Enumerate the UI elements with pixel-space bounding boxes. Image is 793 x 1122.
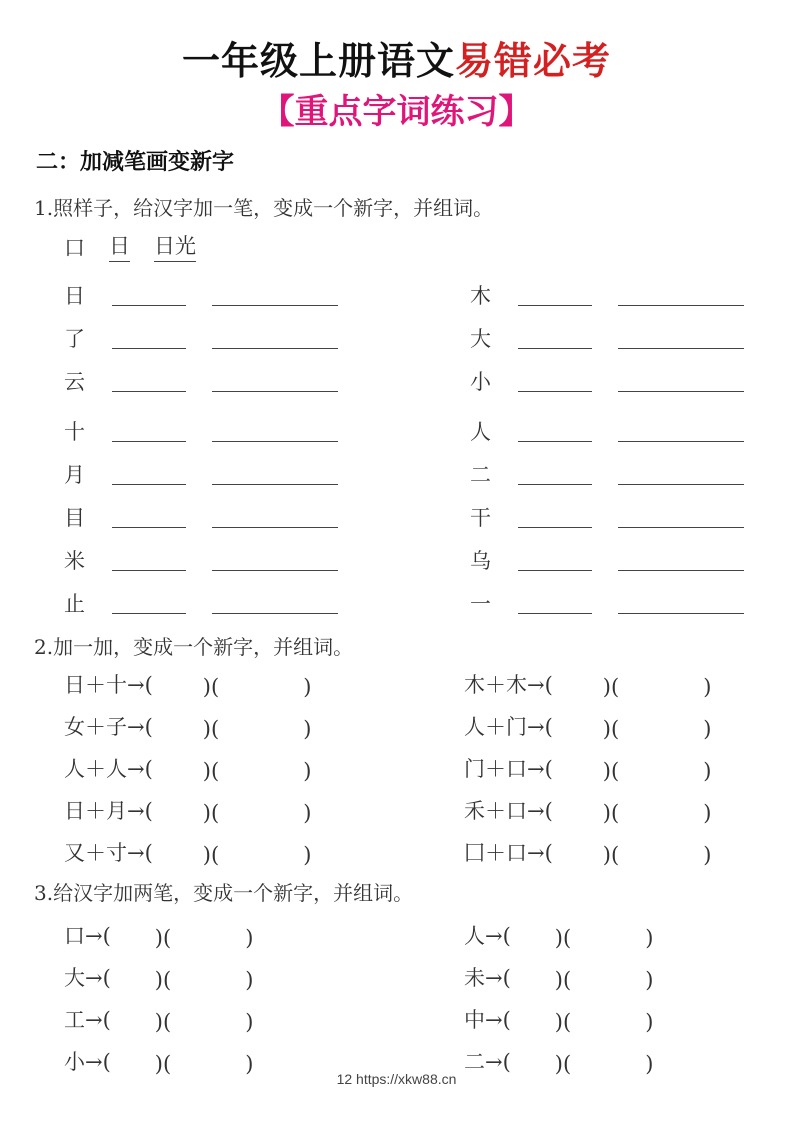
expression: 人＋门→(	[464, 715, 553, 739]
paren-end: )	[703, 843, 712, 867]
paren-mid: )(	[602, 717, 620, 741]
expression: 人→(	[464, 924, 511, 948]
paren-end: )	[645, 1052, 654, 1076]
q1-row	[470, 276, 744, 310]
word-blank[interactable]	[212, 483, 338, 485]
new-char-blank[interactable]	[112, 612, 186, 614]
page-subtitle: 【重点字词练习】	[260, 92, 533, 132]
base-char: 人	[470, 420, 491, 444]
expression: 大→(	[64, 966, 111, 990]
example-new-char: 日	[109, 230, 130, 262]
new-char-blank[interactable]	[518, 390, 592, 392]
word-blank[interactable]	[618, 612, 744, 614]
paren-end: )	[303, 801, 312, 825]
q2-row	[64, 833, 311, 867]
q2-row	[64, 707, 311, 741]
q2-row	[464, 833, 711, 867]
q1-row	[470, 412, 744, 446]
q1-row	[64, 541, 338, 575]
paren-end: )	[703, 801, 712, 825]
q3-row	[464, 916, 653, 950]
expression: 日＋月→(	[64, 799, 153, 823]
q2-instruction: 2.加一加，变成一个新字，并组词。	[34, 635, 354, 659]
paren-mid: )(	[202, 843, 220, 867]
word-blank[interactable]	[212, 612, 338, 614]
q2-row	[64, 791, 311, 825]
q3-row	[464, 958, 653, 992]
new-char-blank[interactable]	[518, 304, 592, 306]
paren-mid: )(	[154, 1010, 172, 1034]
paren-mid: )(	[202, 717, 220, 741]
base-char: 云	[64, 370, 85, 394]
example-word: 日光	[154, 230, 196, 262]
base-char: 小	[470, 370, 491, 394]
paren-mid: )(	[554, 926, 572, 950]
word-blank[interactable]	[618, 569, 744, 571]
q1-example	[64, 228, 220, 262]
paren-mid: )(	[154, 926, 172, 950]
new-char-blank[interactable]	[112, 440, 186, 442]
base-char: 乌	[470, 549, 491, 573]
word-blank[interactable]	[212, 440, 338, 442]
word-blank[interactable]	[618, 483, 744, 485]
q1-row	[470, 362, 744, 396]
paren-end: )	[703, 675, 712, 699]
expression: 木＋木→(	[464, 673, 553, 697]
new-char-blank[interactable]	[112, 347, 186, 349]
paren-mid: )(	[154, 968, 172, 992]
new-char-blank[interactable]	[112, 304, 186, 306]
paren-mid: )(	[154, 1052, 172, 1076]
word-blank[interactable]	[618, 390, 744, 392]
paren-end: )	[645, 1010, 654, 1034]
paren-end: )	[303, 717, 312, 741]
word-blank[interactable]	[212, 526, 338, 528]
q1-row	[64, 319, 338, 353]
new-char-blank[interactable]	[518, 526, 592, 528]
expression: 人＋人→(	[64, 757, 153, 781]
new-char-blank[interactable]	[518, 612, 592, 614]
base-char: 日	[64, 284, 85, 308]
word-blank[interactable]	[618, 526, 744, 528]
paren-mid: )(	[554, 1010, 572, 1034]
paren-end: )	[703, 759, 712, 783]
base-char: 止	[64, 592, 85, 616]
q2-row	[64, 749, 311, 783]
base-char: 月	[64, 463, 85, 487]
expression: 二→(	[464, 1050, 511, 1074]
paren-end: )	[245, 926, 254, 950]
expression: 中→(	[464, 1008, 511, 1032]
paren-mid: )(	[602, 843, 620, 867]
paren-mid: )(	[554, 968, 572, 992]
paren-end: )	[303, 843, 312, 867]
paren-mid: )(	[554, 1052, 572, 1076]
q1-row	[470, 541, 744, 575]
q3-instruction: 3.给汉字加两笔，变成一个新字，并组词。	[34, 881, 414, 905]
base-char: 目	[64, 506, 85, 530]
paren-end: )	[645, 968, 654, 992]
q1-row	[64, 498, 338, 532]
paren-mid: )(	[602, 675, 620, 699]
new-char-blank[interactable]	[518, 440, 592, 442]
paren-end: )	[645, 926, 654, 950]
paren-mid: )(	[602, 759, 620, 783]
q1-row	[470, 455, 744, 489]
base-char: 一	[470, 592, 491, 616]
q1-row	[64, 455, 338, 489]
q2-row	[464, 665, 711, 699]
base-char: 二	[470, 463, 491, 487]
word-blank[interactable]	[618, 440, 744, 442]
paren-mid: )(	[202, 801, 220, 825]
base-char: 十	[64, 420, 85, 444]
expression: 禾＋口→(	[464, 799, 553, 823]
q2-row	[464, 707, 711, 741]
paren-mid: )(	[602, 801, 620, 825]
q3-row	[64, 958, 253, 992]
q2-row	[464, 749, 711, 783]
new-char-blank[interactable]	[112, 483, 186, 485]
q1-row	[64, 584, 338, 618]
q3-row	[464, 1000, 653, 1034]
q3-row	[64, 1000, 253, 1034]
word-blank[interactable]	[212, 390, 338, 392]
paren-mid: )(	[202, 675, 220, 699]
section-title: 二：加减笔画变新字	[36, 150, 235, 175]
new-char-blank[interactable]	[112, 390, 186, 392]
q2-row	[464, 791, 711, 825]
paren-end: )	[303, 759, 312, 783]
paren-mid: )(	[202, 759, 220, 783]
paren-end: )	[245, 1010, 254, 1034]
q2-row	[64, 665, 311, 699]
new-char-blank[interactable]	[112, 526, 186, 528]
paren-end: )	[703, 717, 712, 741]
paren-end: )	[303, 675, 312, 699]
word-blank[interactable]	[212, 304, 338, 306]
q1-row	[64, 276, 338, 310]
base-char: 木	[470, 284, 491, 308]
example-char: 口	[64, 236, 85, 260]
expression: 囗＋口→(	[464, 841, 553, 865]
q1-row	[64, 412, 338, 446]
new-char-blank[interactable]	[112, 569, 186, 571]
q1-instruction: 1.照样子，给汉字加一笔，变成一个新字，并组词。	[34, 196, 494, 220]
q1-row	[470, 319, 744, 353]
base-char: 米	[64, 549, 85, 573]
expression: 口→(	[64, 924, 111, 948]
base-char: 了	[64, 327, 85, 351]
new-char-blank[interactable]	[518, 483, 592, 485]
expression: 小→(	[64, 1050, 111, 1074]
q1-row	[470, 584, 744, 618]
paren-end: )	[245, 1052, 254, 1076]
expression: 工→(	[64, 1008, 111, 1032]
word-blank[interactable]	[618, 304, 744, 306]
base-char: 干	[470, 506, 491, 530]
word-blank[interactable]	[212, 347, 338, 349]
expression: 日＋十→(	[64, 673, 153, 697]
page-footer: 12 https://xkw88.cn	[336, 1071, 457, 1087]
word-blank[interactable]	[618, 347, 744, 349]
base-char: 大	[470, 327, 491, 351]
q1-row	[64, 362, 338, 396]
expression: 女＋子→(	[64, 715, 153, 739]
new-char-blank[interactable]	[518, 347, 592, 349]
q1-row	[470, 498, 744, 532]
new-char-blank[interactable]	[518, 569, 592, 571]
q3-row	[64, 916, 253, 950]
page-title: 一年级上册语文易错必考	[181, 39, 612, 83]
expression: 又＋寸→(	[64, 841, 153, 865]
word-blank[interactable]	[212, 569, 338, 571]
expression: 未→(	[464, 966, 511, 990]
paren-end: )	[245, 968, 254, 992]
expression: 门＋口→(	[464, 757, 553, 781]
